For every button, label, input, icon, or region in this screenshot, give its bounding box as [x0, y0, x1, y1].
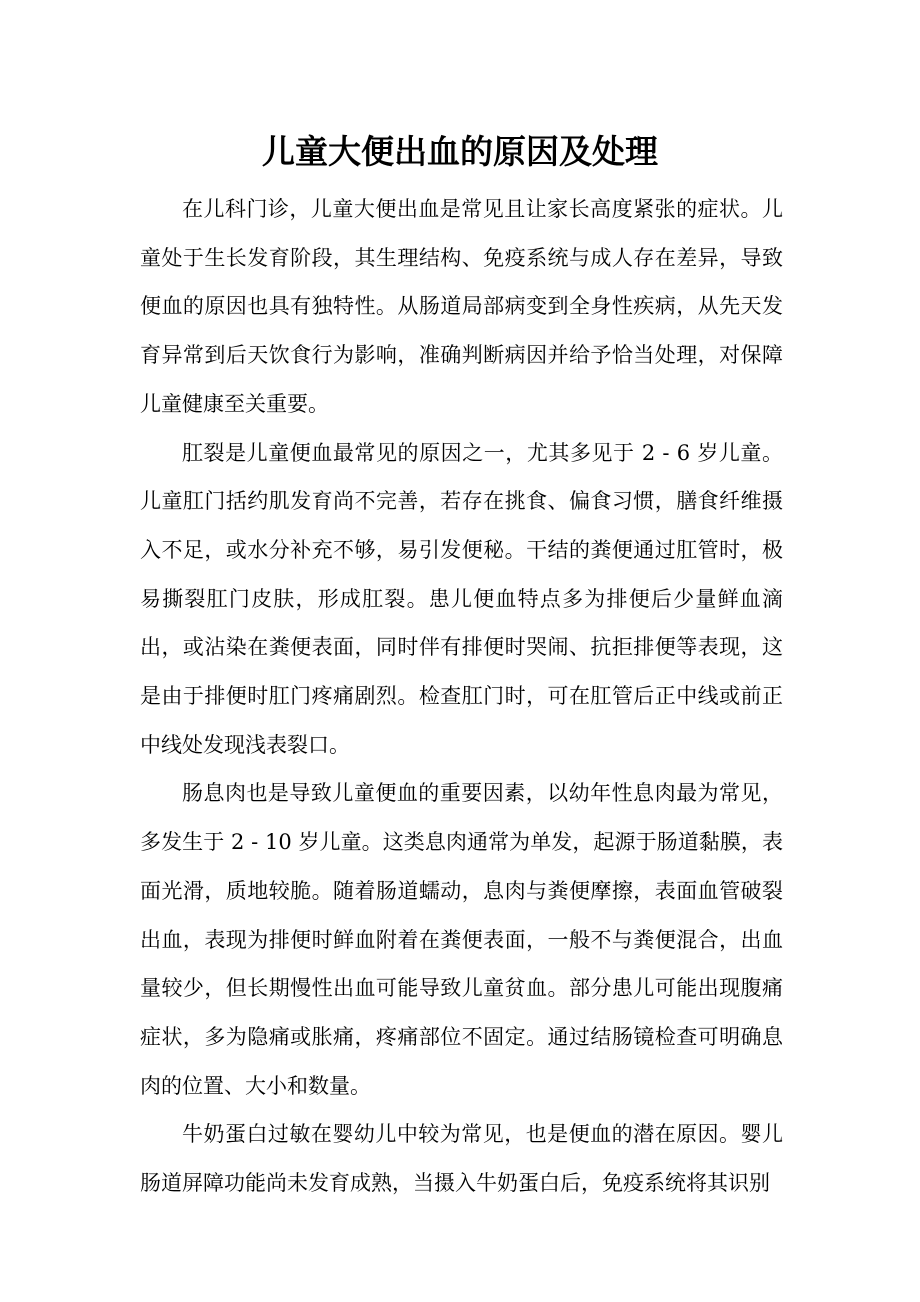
- paragraph: 肠息肉也是导致儿童便血的重要因素，以幼年性息肉最为常见，多发生于 2 - 10 岁儿童。这类息肉通常为单发，起源于肠道黏膜，表面光滑，质地较脆。随着肠道蠕动，息肉与粪便摩擦，表面血管破裂出血，表现为排便时鲜血附着在粪便表面，一般不与粪便混合，出血量较少，但长期慢性出血可能导致儿童贫血。部分患儿可能出现腹痛症状，多为隐痛或胀痛，疼痛部位不固定。通过结肠镜检查可明确息肉的位置、大小和数量。: [140, 781, 783, 1098]
- paragraph: 在儿科门诊，儿童大便出血是常见且让家长高度紧张的症状。儿童处于生长发育阶段，其生理结构、免疫系统与成人存在差异，导致便血的原因也具有独特性。从肠道局部病变到全身性疾病，从先天发育异常到后天饮食行为影响，准确判断病因并给予恰当处理，对保障儿童健康至关重要。: [140, 197, 783, 416]
- paragraph: 肛裂是儿童便血最常见的原因之一，尤其多见于 2 - 6 岁儿童。儿童肛门括约肌发育尚不完善，若存在挑食、偏食习惯，膳食纤维摄入不足，或水分补充不够，易引发便秘。干结的粪便通过肛管时，极易撕裂肛门皮肤，形成肛裂。患儿便血特点多为排便后少量鲜血滴出，或沾染在粪便表面，同时伴有排便时哭闹、抗拒排便等表现，这是由于排便时肛门疼痛剧烈。检查肛门时，可在肛管后正中线或前正中线处发现浅表裂口。: [140, 440, 783, 757]
- article-body: [140, 185, 783, 1208]
- page-title: 儿童大便出血的原因及处理: [262, 132, 658, 171]
- paragraph: 牛奶蛋白过敏在婴幼儿中较为常见，也是便血的潜在原因。婴儿肠道屏障功能尚未发育成熟，当摄入牛奶蛋白后，免疫系统将其识别: [140, 1122, 783, 1196]
